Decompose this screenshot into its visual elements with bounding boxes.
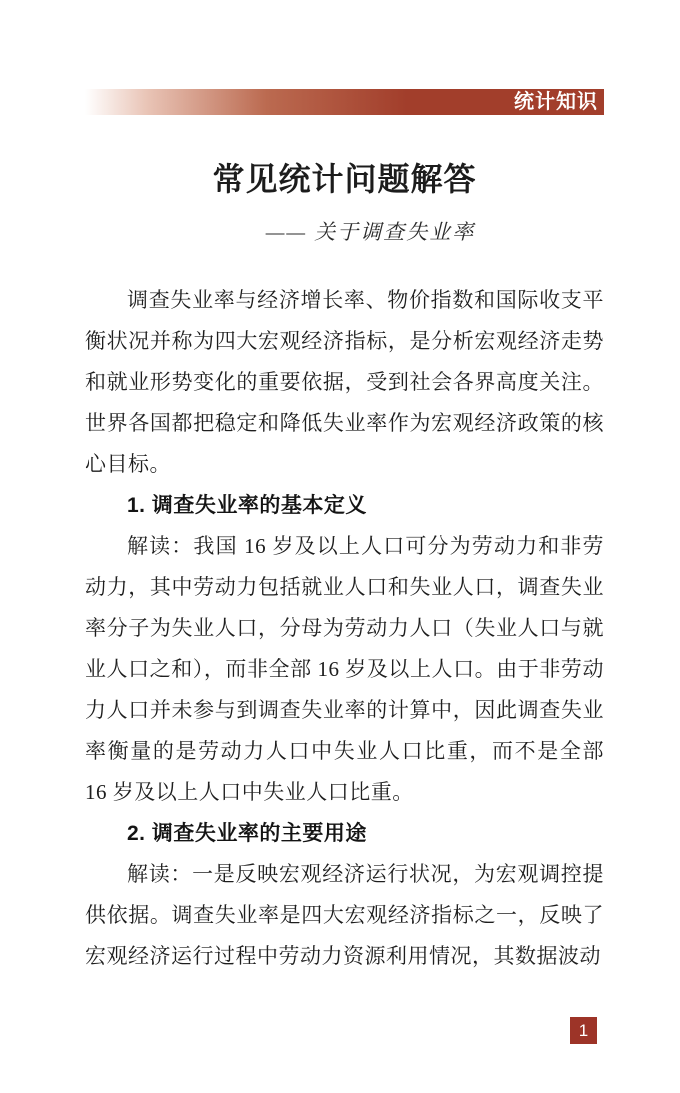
header-banner-label: 统计知识	[514, 91, 598, 113]
section-heading-2: 2. 调查失业率的主要用途	[127, 822, 367, 845]
page-subtitle: —— 关于调查失业率	[265, 220, 476, 244]
paragraph-definition: 解读：我国 16 岁及以上人口可分为劳动力和非劳动力，其中劳动力包括就业人口和失业人口，调查失业率分子为失业人口，分母为劳动力人口（失业人口与就业人口之和），而非全部 16 岁及以上人口。由于非劳动力人口并未参与到调查失业率的计算中，因此调查失业率衡量的是劳动力人口中失业人口比重，而不是全部 16 岁及以上人口中失业人口比重。	[85, 534, 604, 804]
article-body	[85, 280, 604, 977]
paragraph-intro: 调查失业率与经济增长率、物价指数和国际收支平衡状况并称为四大宏观经济指标，是分析宏观经济走势和就业形势变化的重要依据，受到社会各界高度关注。世界各国都把稳定和降低失业率作为宏观经济政策的核心目标。	[85, 288, 604, 476]
page-title: 常见统计问题解答	[212, 161, 477, 197]
page-number-badge: 1	[570, 1017, 597, 1044]
header-banner	[85, 89, 604, 115]
section-heading-1: 1. 调查失业率的基本定义	[127, 494, 367, 517]
paragraph-usage: 解读：一是反映宏观经济运行状况，为宏观调控提供依据。调查失业率是四大宏观经济指标之一，反映了宏观经济运行过程中劳动力资源利用情况，其数据波动	[85, 862, 604, 968]
